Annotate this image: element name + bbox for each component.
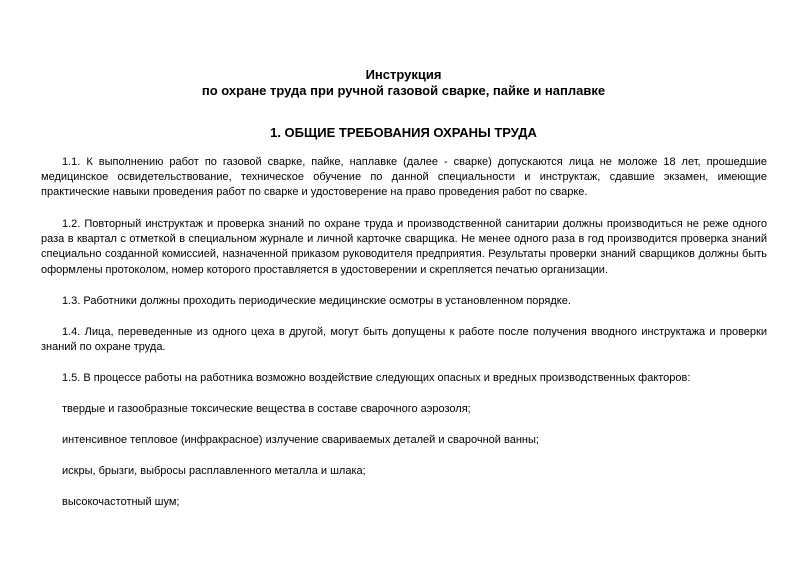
paragraph-1-1: 1.1. К выполнению работ по газовой сварке, пайке, наплавке (далее - сварке) допускаются лица не моложе 18 лет, прошедшие медицинское освидетельствование, техническое обучение по данной специальности и инструктаж, сдавшие экзамен, имеющие практические навыки проведения работ по сварке и удостоверение на право проведения работ по сварке. [41,156,767,199]
paragraph-1-5: 1.5. В процессе работы на работника возможно воздействие следующих опасных и вредных производственных факторов: [62,372,691,384]
paragraph-1-4: 1.4. Лица, переведенные из одного цеха в другой, могут быть допущены к работе после получения вводного инструктажа и проверки знаний по охране труда. [41,326,767,354]
paragraph-1-2: 1.2. Повторный инструктаж и проверка знаний по охране труда и производственной санитарии должны производиться не реже одного раза в квартал с отметкой в специальном журнале и личной карточке сварщика. Не менее одного раза в год производится проверка знаний специально созданной комиссией, назначенной приказом руководителя предприятия. Результаты проверки знаний сварщиков должны быть оформлены протоколом, номер которого проставляется в удостоверении и скрепляется печатью организации. [41,218,767,276]
hazard-list-item: высокочастотный шум; [62,496,180,508]
hazard-list-item: интенсивное тепловое (инфракрасное) излучение свариваемых деталей и сварочной ванны; [62,434,539,446]
hazard-list-item: твердые и газообразные токсические вещества в составе сварочного аэрозоля; [62,403,471,415]
paragraph-1-3: 1.3. Работники должны проходить периодические медицинские осмотры в установленном порядке. [62,295,571,307]
document-title: Инструкция [365,67,442,82]
section-heading: 1. ОБЩИЕ ТРЕБОВАНИЯ ОХРАНЫ ТРУДА [270,125,537,140]
hazard-list-item: искры, брызги, выбросы расплавленного металла и шлака; [62,465,366,477]
document-subtitle: по охране труда при ручной газовой сварке, пайке и наплавке [201,83,606,98]
